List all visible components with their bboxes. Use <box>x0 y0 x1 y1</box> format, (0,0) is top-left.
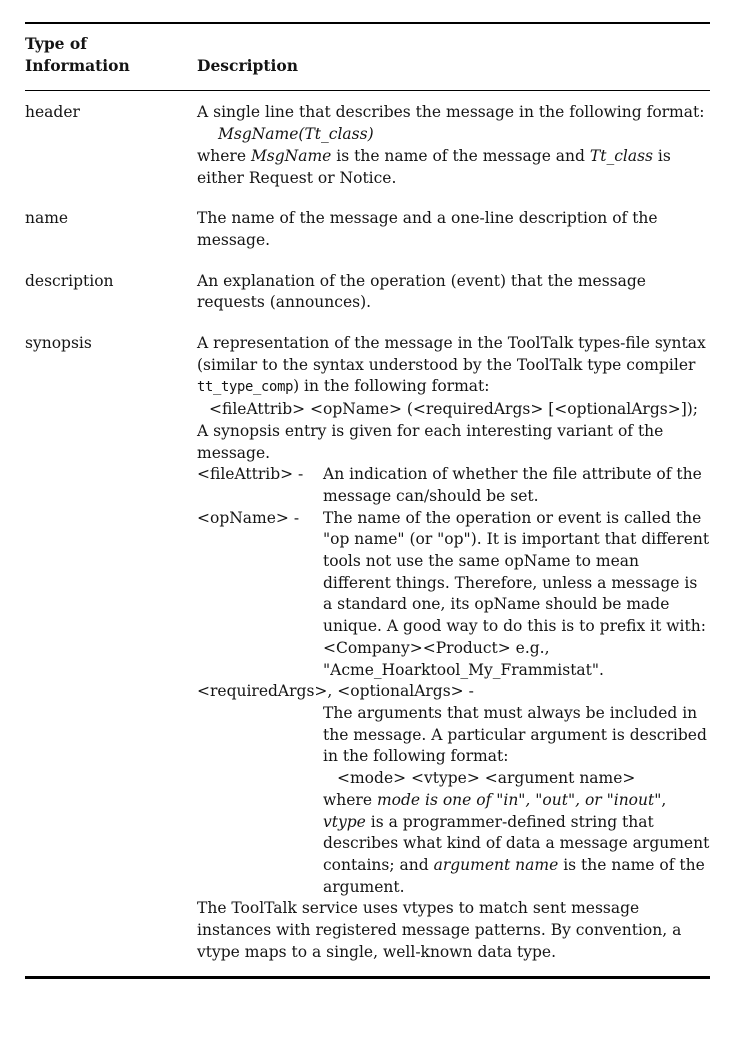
table-row-name <box>25 208 710 251</box>
row-description <box>197 102 710 189</box>
column-header-line2: Information <box>25 55 130 75</box>
table-row-description <box>25 271 710 314</box>
text-segment: where <box>197 146 251 165</box>
text-segment: is either Request or Notice. <box>197 146 671 187</box>
row-term: synopsis <box>25 334 92 353</box>
paragraph <box>197 333 710 399</box>
definition-term: <fileAttrib> - <box>197 465 304 484</box>
paragraph <box>323 790 710 899</box>
table-bottom-rule <box>25 976 710 979</box>
italic-term: Tt_class <box>589 146 653 165</box>
definition-description <box>323 464 710 507</box>
code-term: tt_type_comp <box>197 379 294 396</box>
text-segment: , <box>661 790 667 809</box>
row-term: name <box>25 209 69 228</box>
paragraph: A single line that describes the message in the following format: <box>197 103 705 122</box>
row-description <box>197 271 710 314</box>
text-segment: is a programmer-defined string that describes what kind of data a message argument contains; and <box>323 812 710 874</box>
row-description <box>197 208 710 251</box>
text-segment: where <box>323 790 377 809</box>
italic-term: argument name <box>433 855 559 874</box>
example-prefix-line: <Company><Product> e.g., <box>323 638 550 657</box>
format-example-line: MsgName(Tt_class) <box>218 125 374 144</box>
definition-description <box>323 703 710 898</box>
definition-item-opname <box>197 508 710 682</box>
paragraph <box>197 146 710 189</box>
paragraph: A synopsis entry is given for each interesting variant of the message. <box>197 421 664 462</box>
paragraph: The name of the message and a one-line description of the message. <box>197 209 658 249</box>
italic-term: MsgName <box>250 146 332 165</box>
format-syntax-line: <fileAttrib> <opName> (<requiredArgs> [<optionalArgs>]); <box>209 400 699 419</box>
paragraph: An explanation of the operation (event) that the message requests (announces). <box>197 271 646 312</box>
example-name-line: "Acme_Hoarktool_My_Frammistat". <box>323 660 604 679</box>
table-row-header <box>25 102 710 189</box>
definition-term: <opName> - <box>197 508 300 527</box>
table-row-synopsis <box>25 333 710 963</box>
row-description <box>197 333 710 963</box>
text-segment: is the name of the argument. <box>323 855 705 896</box>
paragraph: The name of the operation or event is called the "op name" (or "op"). It is important that different tools not use the same opName to mean different things. Therefore, unless a message is a standard one, its opName should be made unique. A good way to do this is to prefix it with: <box>323 508 710 636</box>
definition-term: <requiredArgs>, <optionalArgs> - <box>197 682 474 701</box>
column-header-line1: Type of <box>25 34 87 53</box>
row-term: header <box>25 103 80 122</box>
row-term: description <box>25 271 114 290</box>
italic-term: mode is one of "in", "out", or "inout" <box>376 790 662 809</box>
definition-description <box>323 508 710 682</box>
definition-item-requiredargs <box>197 681 710 898</box>
definition-item-fileattrib <box>197 464 710 507</box>
column-header-type-of-information <box>25 33 197 76</box>
argument-definition-list <box>197 464 710 898</box>
format-syntax-line: <mode> <vtype> <argument name> <box>337 769 636 788</box>
paragraph: An indication of whether the file attribute of the message can/should be set. <box>323 465 702 505</box>
table-body <box>25 91 710 963</box>
column-header-description: Description <box>197 55 299 75</box>
text-segment: A representation of the message in the ToolTalk types-file syntax (similar to the syntax understood by the ToolTalk type compiler <box>197 334 706 374</box>
italic-term: vtype <box>323 812 366 831</box>
closing-paragraph: The ToolTalk service uses vtypes to match sent message instances with registered message patterns. By convention, a vtype maps to a single, well-known data type. <box>197 899 682 961</box>
text-segment: is the name of the message and <box>331 146 590 165</box>
text-segment: ) in the following format: <box>293 377 490 396</box>
paragraph: The arguments that must always be included in the message. A particular argument is described in the following format: <box>323 703 707 766</box>
table-header-row <box>25 24 710 90</box>
